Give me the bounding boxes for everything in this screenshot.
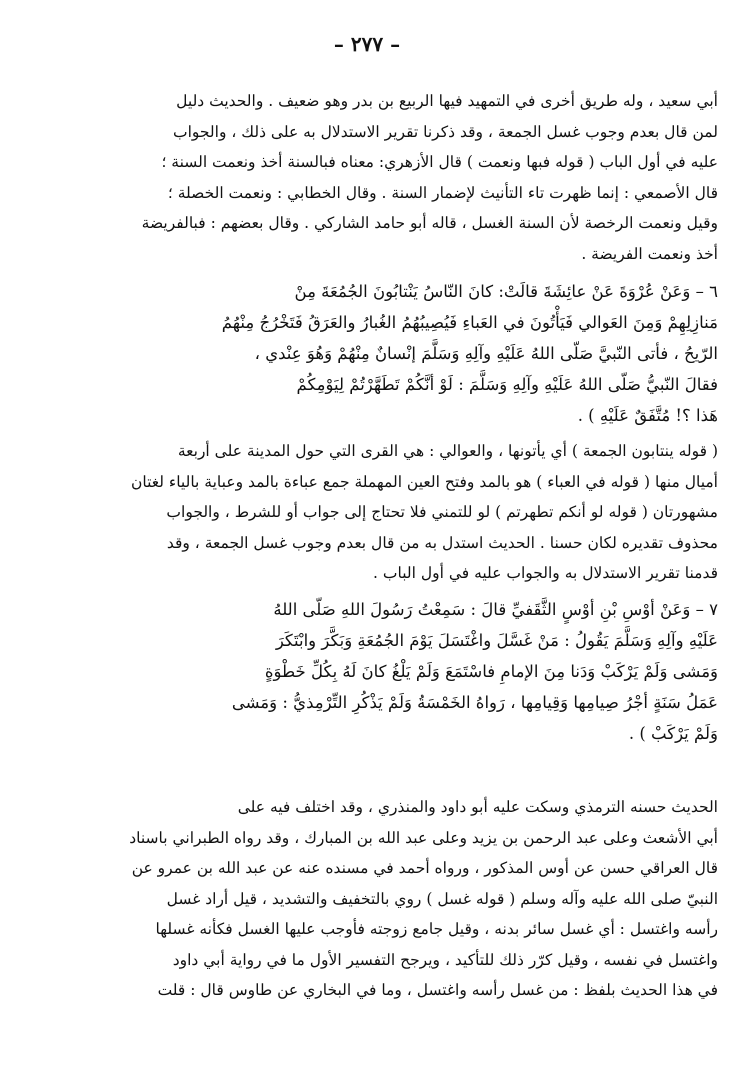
hadith-6 [96,276,718,431]
hadith-line: وَلَمْ يَرْكَبْ ) . [628,724,718,743]
text-line: قال الأصمعي : إنما ظهرت تاء التأنيث لإضمار السنة . وقال الخطابي : ونعمت الخصلة ؛ [167,183,718,202]
commentary-block-3 [96,792,718,1006]
text-line: في هذا الحديث بلفظ : من غسل رأسه واغتسل ، وما في البخاري عن طاوس قال : قلت [157,981,718,999]
hadith-line: وَمَشى وَلَمْ يَرْكَبْ وَدَنا مِنَ الإمامِ فاسْتَمَعَ وَلَمْ يَلْغُ كانَ لَهُ بِكُلِّ خَطْوَةٍ [264,662,718,681]
hadith-line: الرّيحُ ، فأتى النّبيَّ صَلّى اللهُ عَلَيْهِ وآلِهِ وَسَلَّمَ إنْسانٌ مِنْهُمْ وَهُوَ عِنْدي ، [254,344,718,363]
text-line: عليه في أول الباب ( قوله فبها ونعمت ) قال الأزهري: معناه فبالسنة أخذ ونعمت السنة ؛ [161,153,718,171]
hadith-line: هَذا ؟! مُتَّفَقٌ عَلَيْهِ ) . [577,406,718,425]
text-line: واغتسل في نفسه ، وقيل كرّر ذلك للتأكيد ، ويرجح التفسير الأول ما في رواية أبي داود [172,950,718,969]
text-line: أميال منها ( قوله في العباء ) هو بالمد وفتح العين المهملة جمع عباءة بالمد وعباية بالياء لغتان [131,472,718,491]
text-line: ( قوله ينتابون الجمعة ) أي يأتونها ، والعوالي : هي القرى التي حول المدينة على أربعة [177,442,718,460]
hadith-line: ٦ – وَعَنْ عُرْوَةَ عَنْ عائِشَةَ قالَتْ: كانَ النّاسُ يَنْتابُونَ الجُمُعَةَ مِنْ [294,282,718,301]
commentary-block-1 [96,86,718,269]
page-number: – ٢٧٧ – [333,32,401,56]
text-line: قدمنا تقرير الاستدلال به والجواب عليه في أول الباب . [373,564,718,582]
hadith-line: عَمَلُ سَنَةٍ أجْرُ صِيامِها وَقِيامِها ، رَواهُ الخَمْسَةُ وَلَمْ يَذْكُرِ التِّرْمِذيُّ : وَمَشى [231,693,718,712]
text-line: قال العراقي حسن عن أوس المذكور ، ورواه أحمد في مسنده عنه عن عبد الله بن عمرو عن [131,859,718,877]
text-line: أبي الأشعث وعلى عبد الرحمن بن يزيد وعلى عبد الله بن المبارك ، وقد رواه الطبراني باسناد [129,828,718,847]
hadith-line: فقالَ النّبيُّ صَلّى اللهُ عَلَيْهِ وآلِهِ وَسَلَّمَ : لَوْ أنَّكُمْ تَطَهَّرْتُمْ لِيَوْمِكُمْ [296,375,718,394]
text-line: محذوف تقديره لكان حسنا . الحديث استدل به من قال بعدم وجوب غسل الجمعة ، وقد [166,533,718,552]
text-line: مشهورتان ( قوله لو أنكم تطهرتم ) لو للتمني فلا تحتاج إلى جواب أو للشرط ، والجواب [166,503,718,521]
hadith-line: مَنازِلِهِمْ وَمِنَ العَوالي فَيَأْتُونَ في العَباءِ فَيُصِيبُهُمُ الغُبارُ والعَرَقُ فَتَخْرُجُ مِنْهُمُ [221,313,718,332]
text-line: وقيل ونعمت الرخصة لأن السنة الغسل ، قاله أبو حامد الشاركي . وقال بعضهم : فبالفريضة [141,214,718,232]
commentary-block-2 [96,436,718,589]
text-line: أبي سعيد ، وله طريق أخرى في التمهيد فيها الربيع بن بدر وهو ضعيف . والحديث دليل [176,92,718,110]
text-line: النبيّ صلى الله عليه وآله وسلم ( قوله غسل ) روي بالتخفيف والتشديد ، قيل أراد غسل [166,889,718,908]
text-line: رأسه واغتسل : أي غسل سائر بدنه ، وقيل جامع زوجته فأوجب عليها الغسل فكأنه غسلها [155,920,718,938]
hadith-line: عَلَيْهِ وآلِهِ وَسَلَّمَ يَقُولُ : مَنْ غَسَّلَ واغْتَسَلَ يَوْمَ الجُمُعَةِ وَبَكَّرَ وابْتَكَرَ [275,631,718,650]
text-line: أخذ ونعمت الفريضة . [581,244,718,263]
hadith-line: ٧ – وَعَنْ أوْسِ بْنِ أوْسٍ الثَّقَفيِّ قالَ : سَمِعْتُ رَسُولَ اللهِ صَلّى اللهُ [273,600,718,619]
text-line: لمن قال بعدم وجوب غسل الجمعة ، وقد ذكرنا تقرير الاستدلال به على ذلك ، والجواب [173,122,718,141]
hadith-7 [96,594,718,749]
text-line: الحديث حسنه الترمذي وسكت عليه أبو داود والمنذري ، وقد اختلف فيه على [237,798,718,816]
